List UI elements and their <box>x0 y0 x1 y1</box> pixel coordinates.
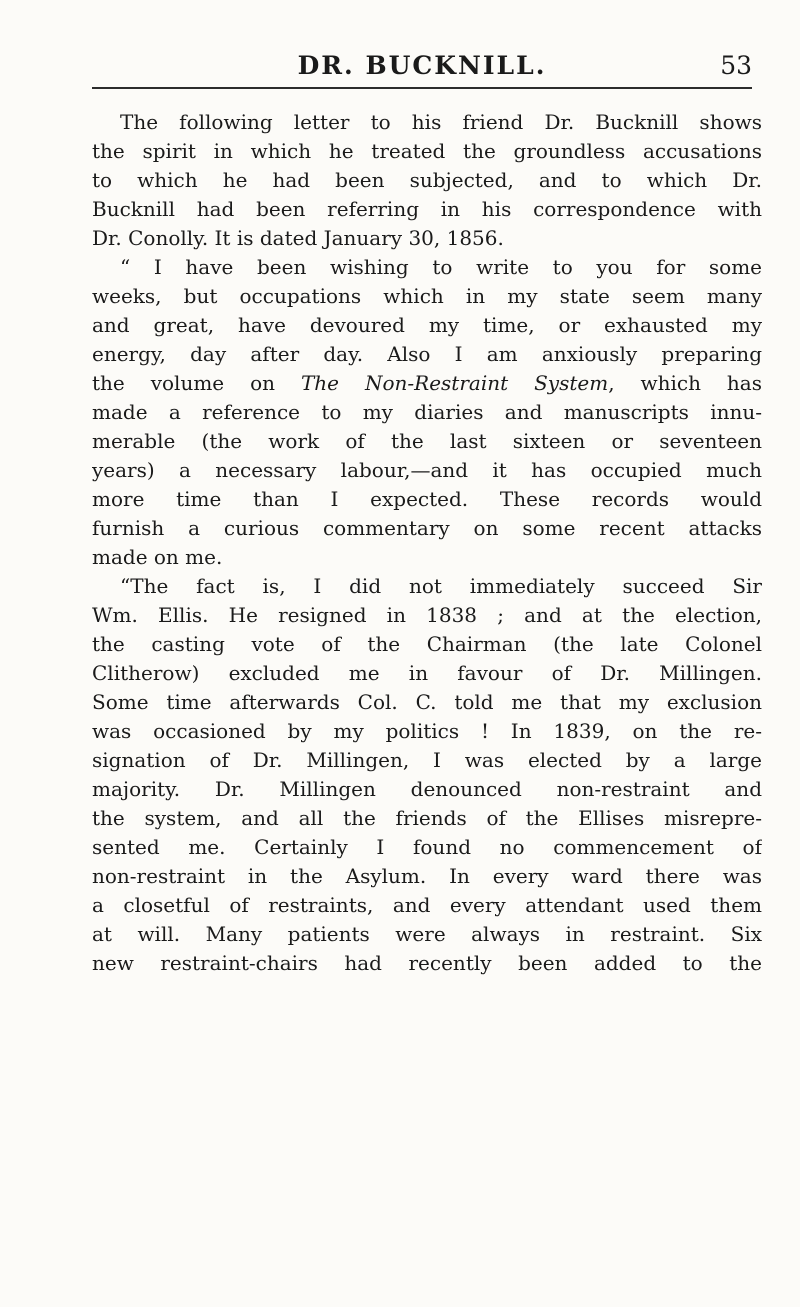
text-line: non-restraint in the Asylum. In every ward there was <box>92 864 762 888</box>
text-line: signation of Dr. Millingen, I was elected by a large <box>92 748 762 772</box>
text-line: the casting vote of the Chairman (the late Colonel <box>92 632 762 656</box>
text-line: “The fact is, I did not immediately succeed Sir <box>120 574 762 598</box>
text-line: The following letter to his friend Dr. Bucknill shows <box>120 110 762 134</box>
book-title-italic: The Non-Restraint System <box>300 371 609 395</box>
text-line: the system, and all the friends of the Ellises misrepre- <box>92 806 762 830</box>
text-line: was occasioned by my politics ! In 1839, on the re- <box>92 719 762 743</box>
text-line: sented me. Certainly I found no commencement of <box>92 835 762 859</box>
text-line: at will. Many patients were always in restraint. Six <box>92 922 762 946</box>
text-line: Wm. Ellis. He resigned in 1838 ; and at the election, <box>92 603 762 627</box>
text-line: a closetful of restraints, and every attendant used them <box>92 893 762 917</box>
text-line: the volume on The Non-Restraint System, which has <box>92 371 762 395</box>
page-number: 53 <box>720 51 752 80</box>
text-line: the spirit in which he treated the groundless accusations <box>92 139 762 163</box>
text-line: to which he had been subjected, and to which Dr. <box>92 168 762 192</box>
text-line: made on me. <box>92 545 223 569</box>
text-line: more time than I expected. These records would <box>92 487 762 511</box>
body-text <box>92 108 762 978</box>
text-line: Dr. Conolly. It is dated January 30, 1856. <box>92 226 504 250</box>
text-line: Clitherow) excluded me in favour of Dr. Millingen. <box>92 661 762 685</box>
text-line: Some time afterwards Col. C. told me that my exclusion <box>92 690 762 714</box>
header-rule <box>92 87 752 89</box>
text-line: new restraint-chairs had recently been added to the <box>92 951 762 975</box>
running-head <box>92 20 752 78</box>
text-line: and great, have devoured my time, or exhausted my <box>92 313 762 337</box>
text-line: “ I have been wishing to write to you for some <box>120 255 762 279</box>
text-line: majority. Dr. Millingen denounced non-restraint and <box>92 777 762 801</box>
text-line: merable (the work of the last sixteen or seventeen <box>92 429 762 453</box>
text-line: furnish a curious commentary on some recent attacks <box>92 516 762 540</box>
text-line: made a reference to my diaries and manuscripts innu- <box>92 400 762 424</box>
text-line: energy, day after day. Also I am anxiously preparing <box>92 342 762 366</box>
text-line: Bucknill had been referring in his correspondence with <box>92 197 762 221</box>
running-title: DR. BUCKNILL. <box>297 51 547 80</box>
text-line: years) a necessary labour,—and it has occupied much <box>92 458 762 482</box>
text-line: weeks, but occupations which in my state seem many <box>92 284 762 308</box>
